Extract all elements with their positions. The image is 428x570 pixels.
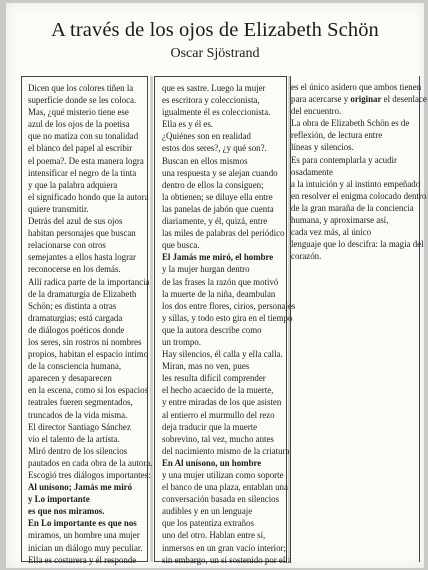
text-line: que la autora describe como: [162, 324, 262, 335]
text-line: les resulta difícil comprender: [162, 373, 266, 384]
text-line: para acercarse y originar el desenlace: [291, 94, 427, 105]
text-line: el hecho acaecido de la muerte,: [162, 385, 274, 396]
text-line: igualmente él es coleccionista.: [162, 107, 271, 118]
text-line: pautados en cada obra de la autora.: [28, 457, 153, 468]
text-line: Al unísono; Jamás me miró: [28, 482, 133, 493]
text-line: reconocerse en los demás.: [28, 264, 121, 275]
text-line: En Al unísono, un hombre: [162, 457, 262, 468]
text-line: estos dos seres?, ¿y qué son?.: [162, 143, 267, 154]
text-line: el significado hondo que la autora: [28, 191, 149, 202]
text-line: el banco de una plaza, entablan una: [162, 482, 288, 493]
text-line: propios, habitan el espacio íntimo: [28, 349, 149, 360]
text-line: inmersos en un gran vacío interior;: [162, 542, 286, 553]
text-line: Ella es costurera y él responde: [28, 554, 137, 565]
text-line: al entierro el murmullo del rezo: [162, 409, 275, 420]
text-line: inician un diálogo muy peculiar.: [28, 542, 143, 553]
text-column-3: [290, 76, 427, 562]
text-line: La obra de Elizabeth Schön es de: [291, 118, 410, 129]
text-line: truncados de la vida misma.: [28, 409, 128, 420]
text-line: en la escena, como si los espacios: [28, 385, 149, 396]
text-line: El Jamás me miró, el hombre: [162, 252, 274, 263]
text-line: Buscan en ellos mismos: [162, 155, 248, 166]
text-line: Hay silencios, él calla y ella calla.: [162, 349, 283, 360]
text-line: ¿Quiénes son en realidad: [162, 131, 251, 142]
text-line: El director Santiago Sánchez: [28, 421, 131, 432]
text-line: conversación basada en silencios: [162, 494, 280, 505]
text-line: de diálogos poéticos donde: [28, 324, 125, 335]
text-line: Mas, ¿qué misterio tiene ese: [28, 107, 129, 118]
text-line: aparecen y desaparecen: [28, 373, 112, 384]
column-fold: [150, 76, 153, 562]
text-line: un trompo.: [162, 336, 201, 347]
text-line: En Lo importante es que nos: [28, 518, 137, 529]
text-line: teatrales fueren segmentados,: [28, 397, 133, 408]
text-line: y Lo importante: [28, 494, 90, 505]
text-column-2: [154, 76, 296, 565]
text-line: semejantes a ellos hasta lograr: [28, 252, 136, 263]
text-line: y una mujer utilizan como soporte: [162, 470, 284, 480]
text-line: que no matiza con su tonalidad: [28, 131, 139, 142]
text-line: las panelas de jabón que cuenta: [162, 203, 274, 214]
text-line: sin embargo, un sí sostenido por ella: [162, 554, 292, 565]
text-line: humana, y aproximarse así,: [291, 215, 389, 226]
text-line: de la dramaturgia de Elizabeth: [28, 288, 137, 299]
text-line: Escogió tres diálogos importantes:: [28, 470, 151, 480]
text-line: la obtienen; se diluye ella entre: [162, 191, 273, 202]
text-line: Miran, mas no ven, pues: [162, 361, 250, 372]
text-line: las miles de palabras del periódico: [162, 228, 285, 239]
text-line: que busca.: [162, 240, 200, 251]
text-line: relacionarse con otros: [28, 240, 106, 251]
text-line: el blanco del papel al escribir: [28, 143, 133, 154]
text-line: Ella es y él es.: [162, 119, 214, 130]
text-line: cada vez más, al único: [291, 227, 372, 238]
text-line: Detrás del azul de sus ojos: [28, 216, 123, 227]
text-line: a la intuición y al instinto empeñado: [291, 178, 421, 189]
article-author: Oscar Sjöstrand: [170, 46, 260, 61]
text-line: y que la palabra adquiera: [28, 179, 118, 190]
text-line: Dicen que los colores tiñen la: [28, 83, 134, 93]
text-line: y entre miradas de los que asisten: [162, 397, 282, 408]
text-line: de la consciencia humana,: [28, 361, 122, 372]
text-column-1: [21, 76, 153, 565]
text-line: diariamente, y él, quizá, entre: [162, 216, 268, 227]
text-line: lenguaje que lo descifra: la magia del: [291, 239, 424, 250]
text-line: dramaturgias; está cargada: [28, 312, 123, 323]
text-line: corazón.: [291, 251, 322, 262]
text-line: dentro de ellos la consiguen;: [162, 179, 264, 190]
text-line: Es para contemplarla y acudir: [291, 154, 397, 165]
article-title: A través de los ojos de Elizabeth Schön: [51, 19, 379, 41]
text-line: Schön; es distinta a otras: [28, 300, 117, 311]
text-line: que los patentiza extraños: [162, 518, 254, 529]
text-line: uno del otro. Hablan entre sí,: [162, 530, 266, 541]
text-line: que es sastre. Luego la mujer: [162, 83, 266, 93]
text-line: azul de los ojos de la poetisa: [28, 119, 130, 130]
text-line: en resolver el enigma colocado dentro: [291, 190, 427, 201]
text-line: de la gran maraña de la conciencia: [291, 202, 414, 213]
text-line: Miró dentro de los silencios: [28, 445, 128, 456]
text-line: intensificar el negro de la tinta: [28, 167, 137, 178]
text-line: reflexión, de lectura entre: [291, 130, 383, 141]
text-line: sobrevino, tal vez, mucho antes: [162, 433, 274, 444]
text-line: los seres, sin rostros ni nombres: [28, 336, 142, 347]
text-line: quiere transmitir.: [28, 203, 89, 214]
text-line: el poema?. De esta manera logra: [28, 155, 144, 166]
text-line: osadamente: [291, 166, 333, 177]
text-line: vio el talento de la artista.: [28, 433, 120, 444]
text-line: es escritora y coleccionista,: [162, 95, 260, 106]
text-line: es que nos miramos.: [28, 506, 105, 517]
text-line: es el único asidero que ambos tienen: [291, 82, 422, 92]
text-line: del nacimiento mismo de la criatura.: [162, 445, 292, 456]
text-line: de las frases la razón que motivó: [162, 276, 279, 287]
text-line: miramos, un hombre una mujer: [28, 530, 140, 541]
text-line: del encuentro.: [291, 106, 342, 117]
text-line: los dos entre flores, cirios, personajes: [162, 300, 296, 311]
text-line: y la mujer hurgan dentro: [162, 264, 250, 275]
text-line: la muerte de la niña, deambulan: [162, 288, 276, 299]
text-line: superficie donde se les coloca.: [28, 95, 137, 106]
text-line: Allí radica parte de la importancia: [28, 276, 150, 287]
text-line: habitan personajes que buscan: [28, 228, 136, 239]
text-line: audibles y en un lenguaje: [162, 506, 253, 517]
text-line: y sillas, y todo esto gira en el tiempo: [162, 312, 293, 323]
emphasis: originar: [350, 94, 382, 105]
text-line: deja traducir que la muerte: [162, 421, 258, 432]
text-line: una respuesta y se alejan cuando: [162, 167, 278, 178]
text-line: líneas y silencios.: [291, 142, 354, 153]
